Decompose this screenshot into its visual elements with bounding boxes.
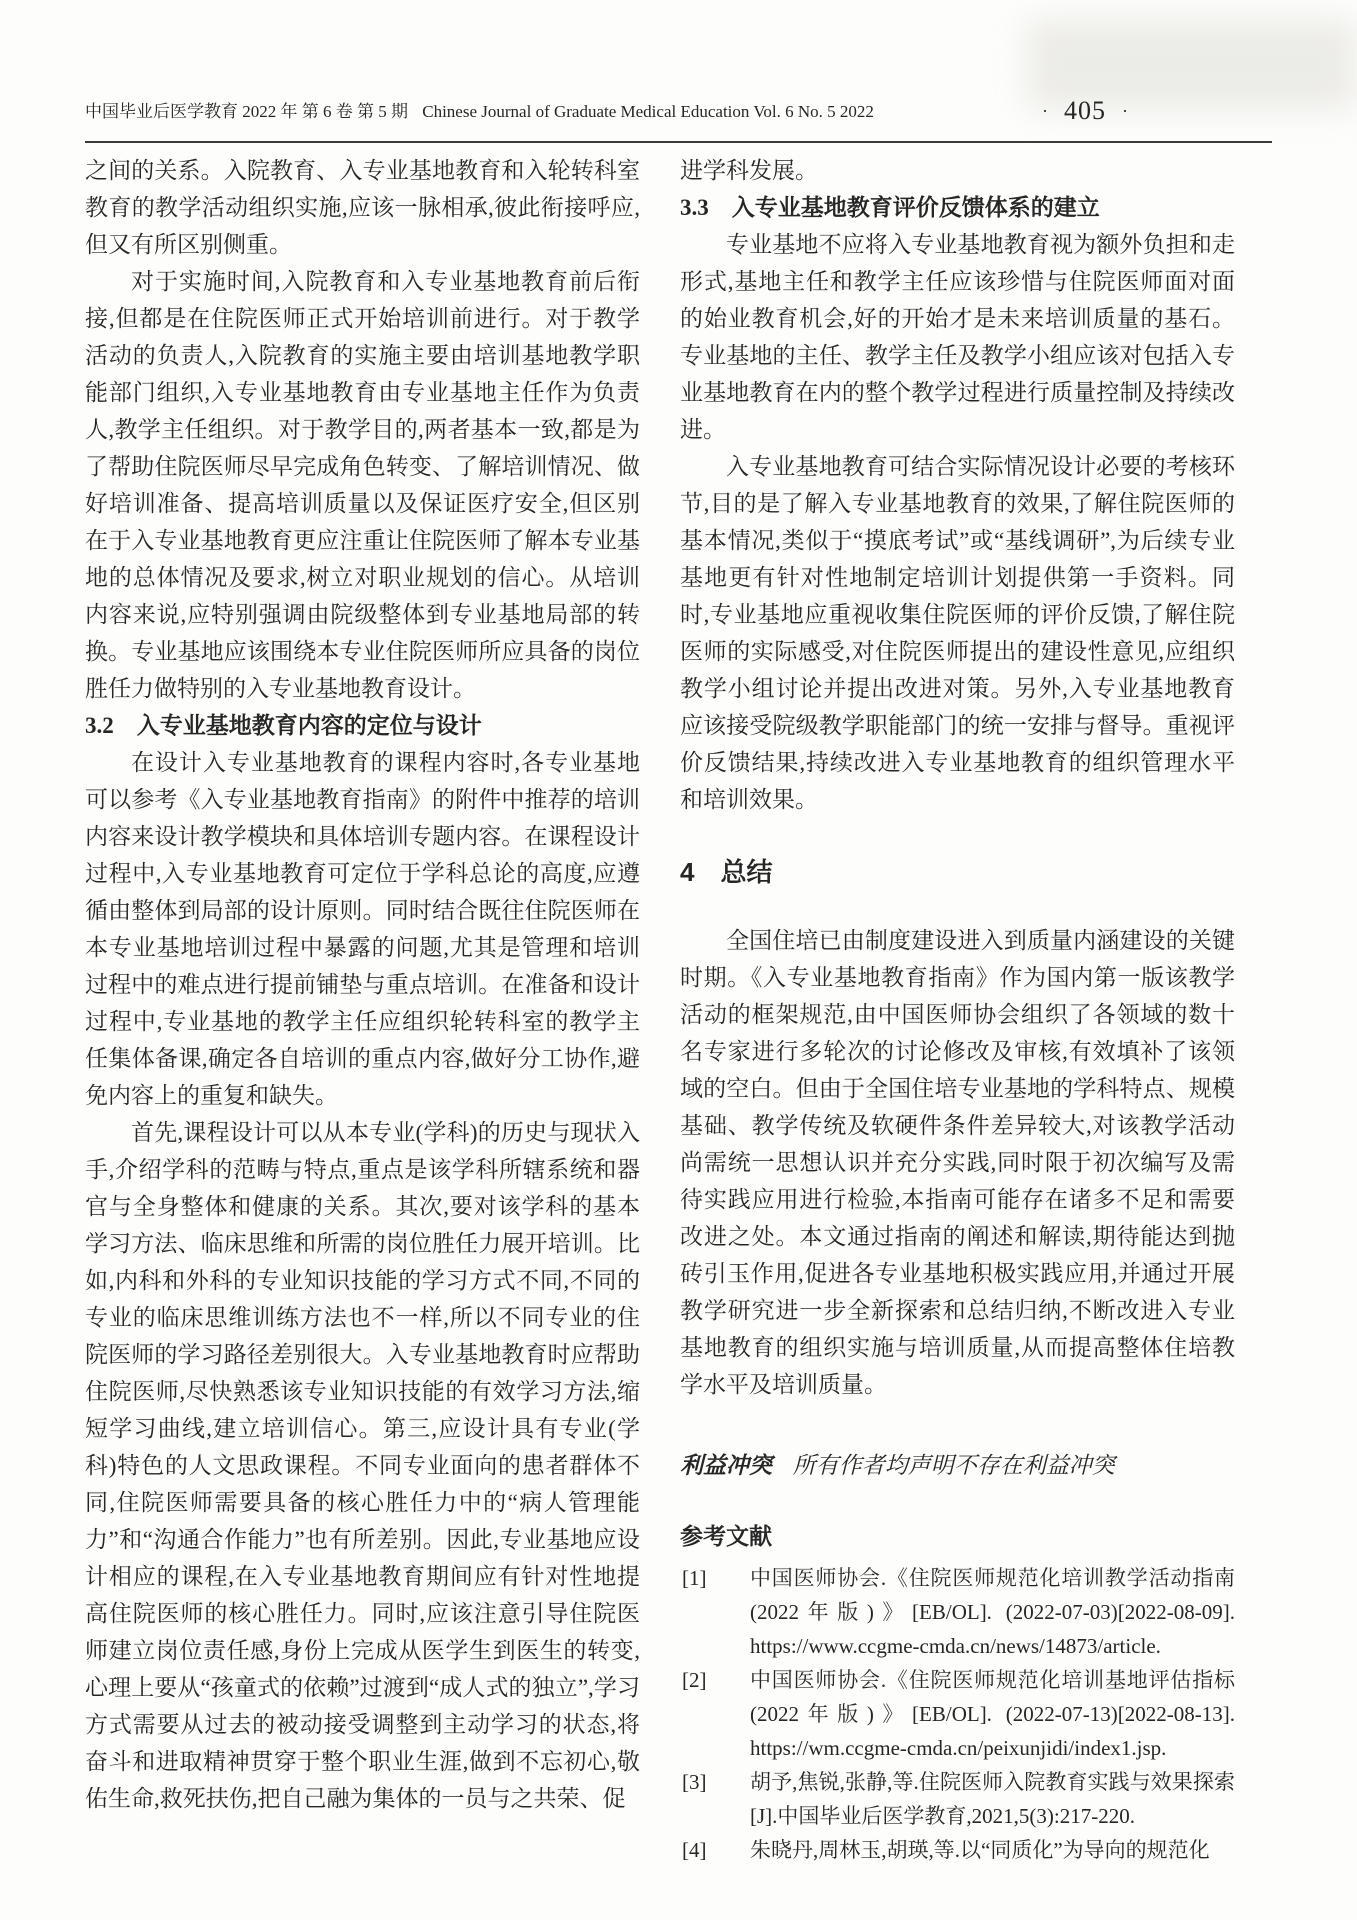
reference-item-text: 胡予,焦锐,张静,等.住院医师入院教育实践与效果探索[J].中国毕业后医学教育,2021,5(3):217-220.: [750, 1770, 1235, 1828]
reference-item-text: 中国医师协会.《住院医师规范化培训基地评估指标(2022年版)》[EB/OL]. (2022-07-13)[2022-08-13]. https://wm.ccgme-cmda.cn/peixunjidi/index1.jsp.: [750, 1668, 1235, 1760]
subsection-heading: 3.2 入专业基地教育内容的定位与设计: [85, 713, 482, 738]
paragraph: 入专业基地教育可结合实际情况设计必要的考核环节,目的是了解入专业基地教育的效果,了解住院医师的基本情况,类似于“摸底考试”或“基线调研”,为后续专业基地更有针对性地制定培训计划提供第一手资料。同时,专业基地应重视收集住院医师的评价反馈,了解住院医师的实际感受,对住院医师提出的建设性意见,应组织教学小组讨论并提出改进对策。另外,入专业基地教育应该接受院级教学职能部门的统一安排与督导。重视评价反馈结果,持续改进入专业基地教育的组织管理水平和培训效果。: [680, 454, 1235, 812]
page-number-value: 405: [1064, 96, 1106, 125]
subsection-heading: 3.3 入专业基地教育评价反馈体系的建立: [680, 195, 1100, 220]
reference-item-label: [2]: [682, 1668, 707, 1692]
journal-info: [85, 97, 884, 122]
reference-item-text: 中国医师协会.《住院医师规范化培训教学活动指南(2022年版)》[EB/OL]. (2022-07-03)[2022-08-09]. https://www.ccgme-cmda.cn/news/14873/article.: [750, 1566, 1235, 1658]
section-heading: 4 总结: [680, 857, 773, 887]
page-number-dot-right: ·: [1122, 100, 1128, 121]
conflict-of-interest-statement: [680, 1447, 1235, 1484]
references-heading: 参考文献: [680, 1523, 772, 1549]
reference-item: [680, 1765, 1235, 1833]
reference-item-text: 朱晓丹,周林玉,胡瑛,等.以“同质化”为导向的规范化: [750, 1838, 1210, 1862]
reference-item-label: [3]: [682, 1770, 707, 1794]
paragraph: 之间的关系。入院教育、入专业基地教育和入轮转科室教育的教学活动组织实施,应该一脉相承,彼此衔接呼应,但又有所区别侧重。: [85, 158, 640, 257]
page-number-dot-left: ·: [1042, 100, 1048, 121]
conflict-of-interest-statement-text: 所有作者均声明不存在利益冲突: [792, 1453, 1115, 1478]
paragraph: 对于实施时间,入院教育和入专业基地教育前后衔接,但都是在住院医师正式开始培训前进行。对于教学活动的负责人,入院教育的实施主要由培训基地教学职能部门组织,入专业基地教育由专业基地主任作为负责人,教学主任组织。对于教学目的,两者基本一致,都是为了帮助住院医师尽早完成角色转变、了解培训情况、做好培训准备、提高培训质量以及保证医疗安全,但区别在于入专业基地教育更应注重让住院医师了解本专业基地的总体情况及要求,树立对职业规划的信心。从培训内容来说,应特别强调由院级整体到专业基地局部的转换。专业基地应该围绕本专业住院医师所应具备的岗位胜任力做特别的入专业基地教育设计。: [85, 269, 640, 701]
reference-item: [680, 1561, 1235, 1663]
article-body: [85, 152, 1235, 1867]
conflict-of-interest-statement-label: 利益冲突: [680, 1453, 772, 1478]
page-number: [1026, 96, 1144, 126]
paragraph: 全国住培已由制度建设进入到质量内涵建设的关键时期。《入专业基地教育指南》作为国内第一版该教学活动的框架规范,由中国医师协会组织了各领域的数十名专家进行多轮次的讨论修改及审核,有效填补了该领域的空白。但由于全国住培专业基地的学科特点、规模基础、教学传统及软硬件条件差异较大,对该教学活动尚需统一思想认识并充分实践,同时限于初次编写及需待实践应用进行检验,本指南可能存在诸多不足和需要改进之处。本文通过指南的阐述和解读,期待能达到抛砖引玉作用,促进各专业基地积极实践应用,并通过开展教学研究进一步全新探索和总结归纳,不断改进入专业基地教育的组织实施与培训质量,从而提高整体住培教学水平及培训质量。: [680, 928, 1235, 1397]
paragraph: 专业基地不应将入专业基地教育视为额外负担和走形式,基地主任和教学主任应该珍惜与住院医师面对面的始业教育机会,好的开始才是未来培训质量的基石。专业基地的主任、教学主任及教学小组应该对包括入专业基地教育在内的整个教学过程进行质量控制及持续改进。: [680, 232, 1235, 442]
journal-title-en: Chinese Journal of Graduate Medical Education Vol. 6 No. 5 2022: [422, 101, 874, 121]
reference-item: [680, 1833, 1235, 1867]
reference-item-label: [1]: [682, 1566, 707, 1590]
journal-title-zh: 中国毕业后医学教育 2022 年 第 6 卷 第 5 期: [85, 101, 408, 121]
reference-item-label: [4]: [682, 1838, 707, 1862]
header-rule: [85, 141, 1272, 143]
paragraph: 首先,课程设计可以从本专业(学科)的历史与现状入手,介绍学科的范畴与特点,重点是该学科所辖系统和器官与全身整体和健康的关系。其次,要对该学科的基本学习方法、临床思维和所需的岗位胜任力展开培训。比如,内科和外科的专业知识技能的学习方式不同,不同的专业的临床思维训练方法也不一样,所以不同专业的住院医师的学习路径差别很大。入专业基地教育时应帮助住院医师,尽快熟悉该专业知识技能的有效学习方法,缩短学习曲线,建立培训信心。第三,应设计具有专业(学科)特色的人文思政课程。不同专业面向的患者群体不同,住院医师需要具备的核心胜任力中的“病人管理能力”和“沟通合作能力”也有所差别。因此,专业基地应设计相应的课程,在入专业基地教育期间应有针对性地提高住院医师的核心胜任力。同时,应该注意引导住院医师建立岗位责任感,身份上完成从医学生到医生的转变,心理上要从“孩童式的依赖”过渡到“成人式的独立”,学习方式需要从过去的被动接受调整到主动学习的状态,将奋斗和进取精神贯穿于整个职业生涯,做到不忘初心,敬佑生命,救死扶伤,把自己融为集体的一员与之共荣、促: [85, 1120, 640, 1811]
paragraph: 进学科发展。: [680, 158, 818, 183]
right-column: [680, 152, 1235, 1867]
reference-item: [680, 1663, 1235, 1765]
left-column: [85, 152, 640, 1867]
page-header: [85, 96, 1272, 126]
paragraph: 在设计入专业基地教育的课程内容时,各专业基地可以参考《入专业基地教育指南》的附件中推荐的培训内容来设计教学模块和具体培训专题内容。在课程设计过程中,入专业基地教育可定位于学科总论的高度,应遵循由整体到局部的设计原则。同时结合既往住院医师在本专业基地培训过程中暴露的问题,尤其是管理和培训过程中的难点进行提前铺垫与重点培训。在准备和设计过程中,专业基地的教学主任应组织轮转科室的教学主任集体备课,确定各自培训的重点内容,做好分工协作,避免内容上的重复和缺失。: [85, 750, 640, 1108]
